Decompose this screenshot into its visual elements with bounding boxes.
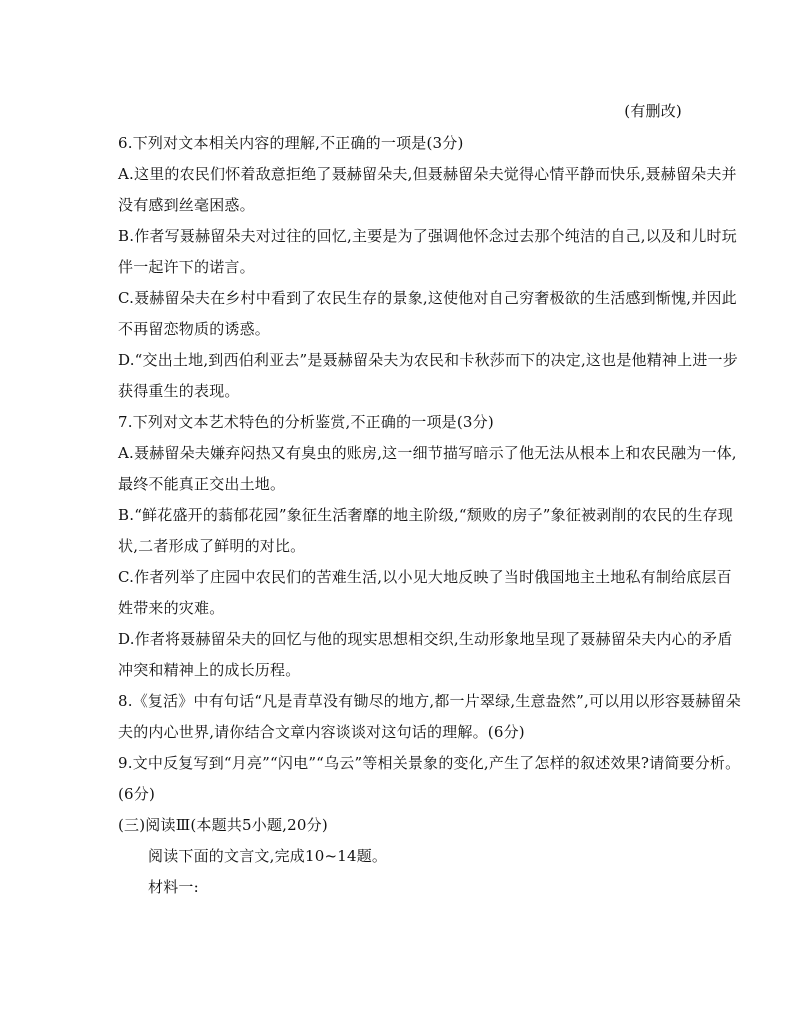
question-7-option-b-line-1: B.“鲜花盛开的蓊郁花园”象征生活奢靡的地主阶级,“颓败的房子”象征被剥削的农民的生存现 xyxy=(118,506,734,524)
question-7-option-c-line-1: C.作者列举了庄园中农民们的苦难生活,以小见大地反映了当时俄国地主土地私有制给底层百 xyxy=(118,568,732,586)
question-8-line-1: 8.《复活》中有句话“凡是青草没有锄尽的地方,都一片翠绿,生意盎然”,可以用以形容聂赫留朵 xyxy=(118,692,741,710)
question-6-option-b-line-1: B.作者写聂赫留朵夫对过往的回忆,主要是为了强调他怀念过去那个纯洁的自己,以及和儿时玩 xyxy=(118,227,737,245)
question-7-option-d-line-1: D.作者将聂赫留朵夫的回忆与他的现实思想相交织,生动形象地呈现了聂赫留朵夫内心的矛盾 xyxy=(118,630,733,648)
question-6-option-d-line-1: D.“交出土地,到西伯利亚去”是聂赫留朵夫为农民和卡秋莎而下的决定,这也是他精神上进一步 xyxy=(118,351,738,369)
revision-note: (有删改) xyxy=(624,102,682,120)
section-3-instruction: 阅读下面的文言文,完成10~14题。 xyxy=(148,847,388,865)
question-7-option-d-line-2: 冲突和精神上的成长历程。 xyxy=(118,661,301,679)
question-7-stem: 7.下列对文本艺术特色的分析鉴赏,不正确的一项是(3分) xyxy=(118,413,494,431)
question-6-stem: 6.下列对文本相关内容的理解,不正确的一项是(3分) xyxy=(118,134,464,152)
section-3-heading: (三)阅读Ⅲ(本题共5小题,20分) xyxy=(118,816,328,834)
question-7-option-b-line-2: 状,二者形成了鲜明的对比。 xyxy=(118,537,306,555)
question-7-option-a-line-2: 最终不能真正交出土地。 xyxy=(118,475,286,493)
question-9-line-2: (6分) xyxy=(118,785,156,803)
question-7-option-c-line-2: 姓带来的灾难。 xyxy=(118,599,225,617)
question-8-line-2: 夫的内心世界,请你结合文章内容谈谈对这句话的理解。(6分) xyxy=(118,723,525,741)
question-6-option-d-line-2: 获得重生的表现。 xyxy=(118,382,240,400)
question-6-option-c-line-2: 不再留恋物质的诱惑。 xyxy=(118,320,271,338)
question-6-option-a-line-1: A.这里的农民们怀着敌意拒绝了聂赫留朵夫,但聂赫留朵夫觉得心情平静而快乐,聂赫留朵夫并 xyxy=(118,165,737,183)
question-6-option-c-line-1: C.聂赫留朵夫在乡村中看到了农民生存的景象,这使他对自己穷奢极欲的生活感到惭愧,并因此 xyxy=(118,289,737,307)
question-9-line-1: 9.文中反复写到“月亮”“闪电”“乌云”等相关景象的变化,产生了怎样的叙述效果?请简要分析。 xyxy=(118,754,741,772)
material-1-label: 材料一: xyxy=(148,878,199,896)
question-6-option-a-line-2: 没有感到丝毫困惑。 xyxy=(118,196,255,214)
question-7-option-a-line-1: A.聂赫留朵夫嫌弃闷热又有臭虫的账房,这一细节描写暗示了他无法从根本上和农民融为一体, xyxy=(118,444,737,462)
question-6-option-b-line-2: 伴一起许下的诺言。 xyxy=(118,258,255,276)
